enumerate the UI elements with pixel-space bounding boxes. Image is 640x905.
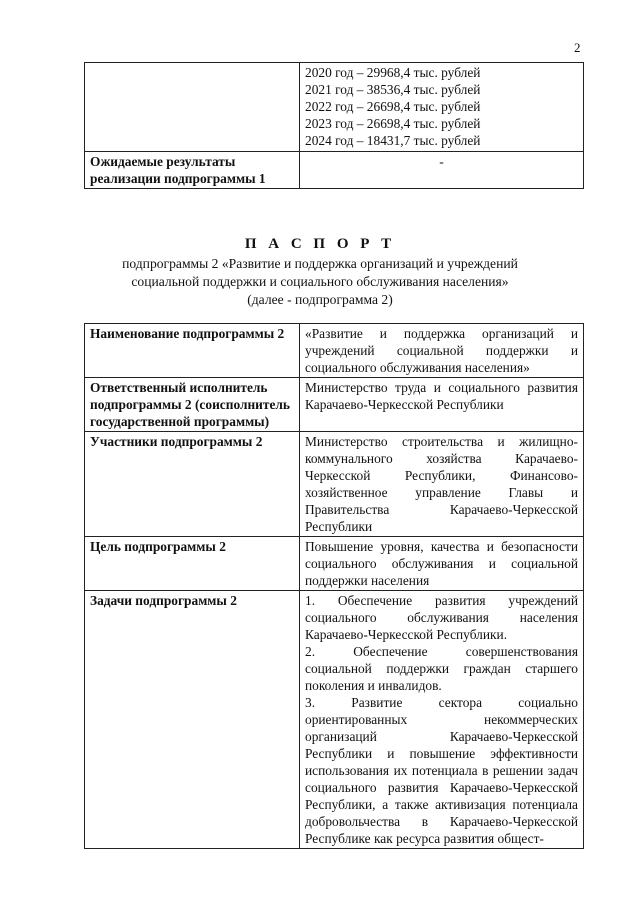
row-value: Повышение уровня, качества и безопасности социального обслуживания и социальной поддержки населения	[300, 537, 584, 591]
row-value-tasks	[300, 591, 584, 849]
table-row	[85, 591, 584, 849]
expected-results-value: -	[300, 152, 584, 189]
row-value: «Развитие и поддержка организаций и учреждений социальной поддержки и социального обслуживания населения»	[300, 324, 584, 378]
row-label: Задачи подпрограммы 2	[85, 591, 300, 849]
row-label: Участники подпрограммы 2	[85, 432, 300, 537]
task-item: 2. Обеспечение совершенствования социальной поддержки граждан старшего поколения и инвалидов.	[305, 644, 578, 693]
row-value: Министерство труда и социального развития Карачаево-Черкесской Республики	[300, 378, 584, 432]
task-item: 1. Обеспечение развития учреждений социального обслуживания населения Карачаево-Черкесской Республики.	[305, 593, 578, 642]
funding-year-line: 2023 год – 26698,4 тыс. рублей	[305, 116, 481, 131]
funding-year-line: 2021 год – 38536,4 тыс. рублей	[305, 82, 481, 97]
table-row	[85, 152, 584, 189]
table-cell-empty	[85, 63, 300, 152]
funding-year-line: 2020 год – 29968,4 тыс. рублей	[305, 65, 481, 80]
passport-table	[84, 323, 584, 849]
task-item: 3. Развитие сектора социально ориентированных некоммерческих организаций Карачаево-Черкесской Республики и повышение эффективности использования их потенциала в решении задач социального развития Карачаево-Черкесской Республики, а также активизация потенциала добровольчества в Карачаево-Черкесской Республике как ресурса развития общест-	[305, 695, 578, 846]
funding-year-line: 2022 год – 26698,4 тыс. рублей	[305, 99, 481, 114]
table-row	[85, 537, 584, 591]
passport-subtitle	[60, 255, 580, 309]
row-value: Министерство строительства и жилищно-коммунального хозяйства Карачаево-Черкесской Республики, Финансово-хозяйственное управление Главы и Правительства Карачаево-Черкесской Республики	[300, 432, 584, 537]
row-label: Цель подпрограммы 2	[85, 537, 300, 591]
page-number: 2	[574, 40, 581, 55]
funding-table	[84, 62, 584, 189]
subtitle-line: (далее - подпрограмма 2)	[247, 292, 393, 307]
table-row	[85, 324, 584, 378]
subtitle-line: подпрограммы 2 «Развитие и поддержка организаций и учреждений	[122, 256, 518, 271]
table-row	[85, 63, 584, 152]
expected-results-label: Ожидаемые результаты реализации подпрограммы 1	[85, 152, 300, 189]
table-row	[85, 432, 584, 537]
funding-years-cell	[300, 63, 584, 152]
row-label: Ответственный исполнитель подпрограммы 2 (соисполнитель государственной программы)	[85, 378, 300, 432]
funding-year-line: 2024 год – 18431,7 тыс. рублей	[305, 133, 481, 148]
passport-title: П А С П О Р Т	[244, 236, 396, 252]
row-label: Наименование подпрограммы 2	[85, 324, 300, 378]
subtitle-line: социальной поддержки и социального обслуживания населения»	[131, 274, 509, 289]
table-row	[85, 378, 584, 432]
